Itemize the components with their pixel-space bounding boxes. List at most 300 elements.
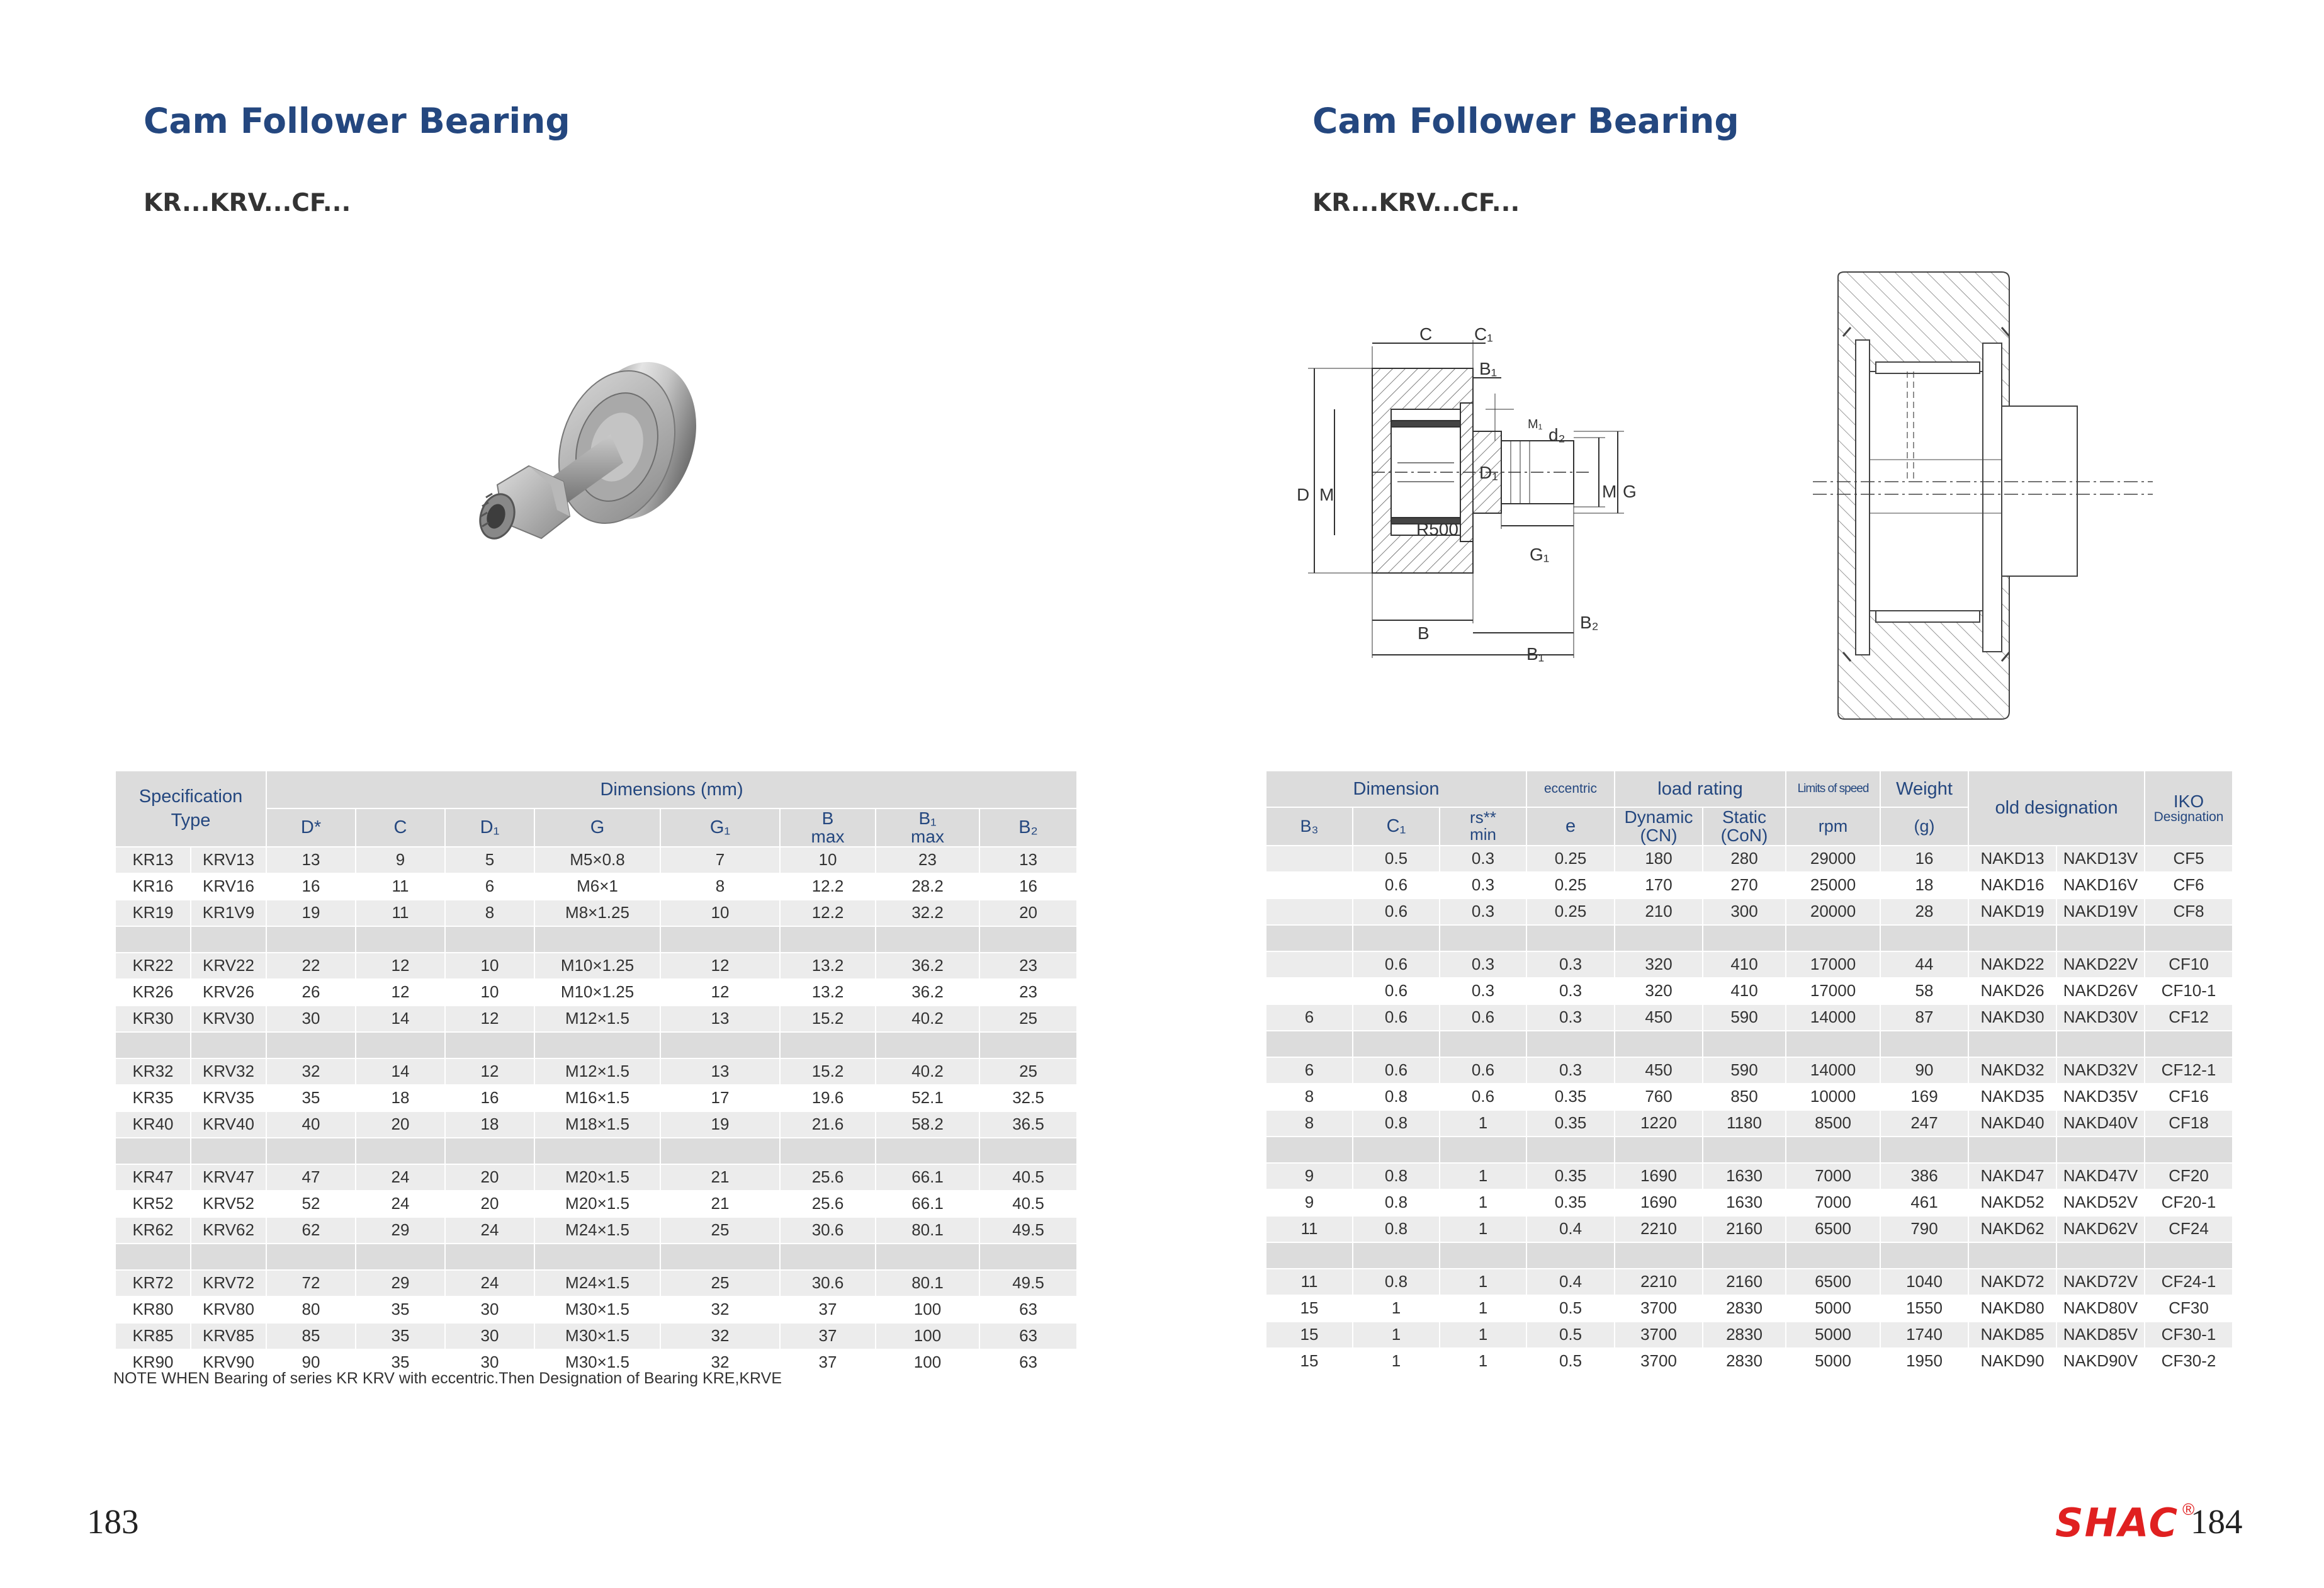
table-cell: NAKD62V xyxy=(2057,1217,2145,1243)
table-cell: KR72 xyxy=(116,1271,191,1297)
table-cell: 0.5 xyxy=(1527,1349,1615,1375)
table-cell: M24×1.5 xyxy=(535,1218,661,1244)
table-cell: 24 xyxy=(446,1218,535,1244)
table-cell: 1550 xyxy=(1881,1296,1969,1322)
table-cell: 2210 xyxy=(1615,1217,1703,1243)
table-cell: CF5 xyxy=(2145,846,2233,873)
table-cell: 66.1 xyxy=(876,1191,980,1218)
table-cell: 10 xyxy=(781,848,876,874)
table-cell: M30×1.5 xyxy=(535,1297,661,1324)
table-cell: 8 xyxy=(446,900,535,927)
table-cell: KRV52 xyxy=(191,1191,267,1218)
separator-cell xyxy=(1881,1137,1969,1164)
table-cell: 26 xyxy=(267,980,356,1006)
table-cell: NAKD40 xyxy=(1969,1111,2057,1137)
table-cell: NAKD35 xyxy=(1969,1084,2057,1111)
separator-cell xyxy=(1266,1031,1353,1058)
table-cell: 30.6 xyxy=(781,1271,876,1297)
table-cell: M20×1.5 xyxy=(535,1165,661,1191)
label-G1: G₁ xyxy=(1530,545,1550,564)
label-M1: M₁ xyxy=(1528,417,1543,431)
table-cell: NAKD35V xyxy=(2057,1084,2145,1111)
table-cell: M12×1.5 xyxy=(535,1006,661,1033)
table-row xyxy=(1266,1217,2233,1243)
table-cell: NAKD90V xyxy=(2057,1349,2145,1375)
table-cell: 0.3 xyxy=(1440,952,1527,978)
table-cell: 32 xyxy=(661,1324,781,1350)
table-cell: 40 xyxy=(267,1112,356,1138)
table-cell: KRV13 xyxy=(191,848,267,874)
table-cell: 19 xyxy=(267,900,356,927)
table-cell: 0.3 xyxy=(1440,978,1527,1005)
table-cell: 1630 xyxy=(1703,1164,1786,1190)
table-cell: 18 xyxy=(356,1086,446,1112)
table-cell: CF30-1 xyxy=(2145,1322,2233,1349)
separator-cell xyxy=(1527,1031,1615,1058)
table-cell: 24 xyxy=(356,1191,446,1218)
table-cell: CF30-2 xyxy=(2145,1349,2233,1375)
table-cell: NAKD22V xyxy=(2057,952,2145,978)
table-cell: 13.2 xyxy=(781,953,876,980)
table-cell: NAKD30 xyxy=(1969,1005,2057,1031)
table-cell: NAKD85 xyxy=(1969,1322,2057,1349)
separator-cell xyxy=(1527,1243,1615,1269)
separator-cell xyxy=(1353,1137,1440,1164)
separator-cell xyxy=(191,1033,267,1059)
dimensions-header: Dimensions (mm) xyxy=(267,771,1078,809)
table-cell: 36.2 xyxy=(876,980,980,1006)
table-cell: 11 xyxy=(1266,1269,1353,1296)
table-cell: 180 xyxy=(1615,846,1703,873)
right-page-number: 184 xyxy=(2191,1502,2243,1541)
table-cell: 30 xyxy=(267,1006,356,1033)
table-cell: 19.6 xyxy=(781,1086,876,1112)
col-grams: (g) xyxy=(1881,808,1969,846)
group-separator-row xyxy=(1266,926,2233,952)
table-cell: 52.1 xyxy=(876,1086,980,1112)
table-cell: 32 xyxy=(661,1297,781,1324)
table-cell: 1950 xyxy=(1881,1349,1969,1375)
table-cell: KRV47 xyxy=(191,1165,267,1191)
table-cell: KR90 xyxy=(116,1350,191,1376)
table-row xyxy=(1266,1111,2233,1137)
table-cell: 410 xyxy=(1703,952,1786,978)
table-cell: 5 xyxy=(446,848,535,874)
table-cell: CF20 xyxy=(2145,1164,2233,1190)
table-cell: 0.8 xyxy=(1353,1217,1440,1243)
separator-cell xyxy=(1969,1031,2057,1058)
table-cell: 52 xyxy=(267,1191,356,1218)
table-cell: 0.3 xyxy=(1527,1058,1615,1084)
table-cell: 1220 xyxy=(1615,1111,1703,1137)
dimension-header: Dimension xyxy=(1266,771,1527,808)
cam-follower-photo xyxy=(428,327,755,611)
table-cell: M30×1.5 xyxy=(535,1350,661,1376)
table-cell: KR62 xyxy=(116,1218,191,1244)
table-cell: NAKD52 xyxy=(1969,1190,2057,1217)
table-cell: 21 xyxy=(661,1165,781,1191)
table-cell: 280 xyxy=(1703,846,1786,873)
table-cell: 0.25 xyxy=(1527,899,1615,926)
col-G: G xyxy=(535,809,661,848)
table-cell: 16 xyxy=(267,874,356,900)
table-cell: 47 xyxy=(267,1165,356,1191)
table-cell: 13 xyxy=(661,1006,781,1033)
table-cell: 23 xyxy=(980,953,1078,980)
table-cell: 18 xyxy=(1881,873,1969,899)
table-cell: 6500 xyxy=(1786,1269,1881,1296)
table-cell: KR80 xyxy=(116,1297,191,1324)
table-cell: 36.5 xyxy=(980,1112,1078,1138)
separator-cell xyxy=(876,927,980,953)
label-B: B xyxy=(1418,623,1430,643)
table-cell: 0.3 xyxy=(1440,873,1527,899)
table-cell: 24 xyxy=(446,1271,535,1297)
table-cell: 6500 xyxy=(1786,1217,1881,1243)
table-cell: 32 xyxy=(661,1350,781,1376)
col-B2: B₂ xyxy=(980,809,1078,848)
table-cell: 1 xyxy=(1440,1322,1527,1349)
table-cell: 8 xyxy=(661,874,781,900)
table-cell: 30 xyxy=(446,1297,535,1324)
table-cell: 5000 xyxy=(1786,1322,1881,1349)
table-cell: KR47 xyxy=(116,1165,191,1191)
limits-speed-header: Limits of speed xyxy=(1786,771,1881,808)
table-cell: 1180 xyxy=(1703,1111,1786,1137)
separator-cell xyxy=(356,1138,446,1165)
table-cell: 2830 xyxy=(1703,1322,1786,1349)
table-cell: NAKD16 xyxy=(1969,873,2057,899)
table-cell: M10×1.25 xyxy=(535,953,661,980)
separator-cell xyxy=(535,1138,661,1165)
table-cell: KR16 xyxy=(116,874,191,900)
table-row xyxy=(116,874,1078,900)
table-cell: 80.1 xyxy=(876,1271,980,1297)
table-cell: 6 xyxy=(1266,1005,1353,1031)
table-cell: 2210 xyxy=(1615,1269,1703,1296)
table-cell: 0.5 xyxy=(1527,1322,1615,1349)
separator-cell xyxy=(1440,1137,1527,1164)
col-C1: C₁ xyxy=(1353,808,1440,846)
table-cell: 32 xyxy=(267,1059,356,1086)
table-cell: 0.6 xyxy=(1440,1005,1527,1031)
separator-cell xyxy=(356,1244,446,1271)
separator-cell xyxy=(2057,1031,2145,1058)
table-cell: NAKD72 xyxy=(1969,1269,2057,1296)
table-cell: 1 xyxy=(1440,1217,1527,1243)
table-cell: 2160 xyxy=(1703,1217,1786,1243)
table-cell: KRV26 xyxy=(191,980,267,1006)
table-cell: KR1V9 xyxy=(191,900,267,927)
table-cell: KR85 xyxy=(116,1324,191,1350)
separator-cell xyxy=(267,1138,356,1165)
table-cell: 0.8 xyxy=(1353,1190,1440,1217)
table-cell: 300 xyxy=(1703,899,1786,926)
table-cell: 18 xyxy=(446,1112,535,1138)
table-cell: 1 xyxy=(1440,1111,1527,1137)
separator-cell xyxy=(2145,1031,2233,1058)
table-cell: 12 xyxy=(661,953,781,980)
table-cell: CF24 xyxy=(2145,1217,2233,1243)
table-cell: 13 xyxy=(267,848,356,874)
table-cell: 66.1 xyxy=(876,1165,980,1191)
table-cell: 30.6 xyxy=(781,1218,876,1244)
separator-cell xyxy=(781,1033,876,1059)
separator-cell xyxy=(446,1033,535,1059)
table-cell: 21 xyxy=(661,1191,781,1218)
separator-cell xyxy=(781,927,876,953)
label-M-left: M xyxy=(1319,485,1334,504)
table-cell: 0.8 xyxy=(1353,1269,1440,1296)
table-cell: 25 xyxy=(661,1218,781,1244)
table-cell: NAKD32 xyxy=(1969,1058,2057,1084)
separator-cell xyxy=(2057,926,2145,952)
table-cell: 3700 xyxy=(1615,1322,1703,1349)
col-D: D* xyxy=(267,809,356,848)
table-cell: 25.6 xyxy=(781,1165,876,1191)
separator-cell xyxy=(535,927,661,953)
table-cell: KRV40 xyxy=(191,1112,267,1138)
table-cell: 0.3 xyxy=(1440,846,1527,873)
table-cell: 7 xyxy=(661,848,781,874)
table-cell: NAKD30V xyxy=(2057,1005,2145,1031)
table-cell: M12×1.5 xyxy=(535,1059,661,1086)
separator-cell xyxy=(191,1244,267,1271)
label-C1: C₁ xyxy=(1474,324,1493,344)
table-cell: KR35 xyxy=(116,1086,191,1112)
separator-cell xyxy=(191,1138,267,1165)
table-row xyxy=(116,1324,1078,1350)
table-cell: 16 xyxy=(1881,846,1969,873)
table-row xyxy=(1266,899,2233,926)
cross-section-drawing xyxy=(1813,271,2153,724)
table-cell: 40.5 xyxy=(980,1191,1078,1218)
table-cell: 270 xyxy=(1703,873,1786,899)
separator-cell xyxy=(876,1033,980,1059)
table-cell: M16×1.5 xyxy=(535,1086,661,1112)
separator-cell xyxy=(446,1138,535,1165)
table-cell: KRV80 xyxy=(191,1297,267,1324)
table-cell: 32.5 xyxy=(980,1086,1078,1112)
table-cell: NAKD32V xyxy=(2057,1058,2145,1084)
table-cell: 0.35 xyxy=(1527,1111,1615,1137)
table-cell: 20000 xyxy=(1786,899,1881,926)
table-cell: 1 xyxy=(1353,1349,1440,1375)
separator-cell xyxy=(1615,1031,1703,1058)
table-cell: 1 xyxy=(1440,1190,1527,1217)
col-C: C xyxy=(356,809,446,848)
separator-cell xyxy=(980,1033,1078,1059)
table-cell: 28.2 xyxy=(876,874,980,900)
table-row xyxy=(1266,1084,2233,1111)
table-cell: CF6 xyxy=(2145,873,2233,899)
table-cell: 0.5 xyxy=(1527,1296,1615,1322)
table-cell: 10 xyxy=(446,980,535,1006)
left-page-title: Cam Follower Bearing xyxy=(144,101,570,141)
table-cell: 5000 xyxy=(1786,1296,1881,1322)
table-row xyxy=(116,1218,1078,1244)
table-cell: 8 xyxy=(1266,1084,1353,1111)
table-cell: KRV90 xyxy=(191,1350,267,1376)
table-cell: 63 xyxy=(980,1297,1078,1324)
separator-cell xyxy=(2145,1137,2233,1164)
table-cell: 72 xyxy=(267,1271,356,1297)
group-separator-row xyxy=(1266,1243,2233,1269)
table-cell: 9 xyxy=(1266,1164,1353,1190)
table-cell: 0.8 xyxy=(1353,1111,1440,1137)
table-cell: KRV62 xyxy=(191,1218,267,1244)
table-cell: 25.6 xyxy=(781,1191,876,1218)
table-cell: 100 xyxy=(876,1324,980,1350)
table-cell: KR13 xyxy=(116,848,191,874)
table-cell: 80.1 xyxy=(876,1218,980,1244)
table-cell xyxy=(1266,846,1353,873)
spec-type-header: Specification Type xyxy=(116,771,267,848)
table-cell: 2160 xyxy=(1703,1269,1786,1296)
table-cell: 10 xyxy=(661,900,781,927)
label-D1: D₁ xyxy=(1479,463,1498,482)
separator-cell xyxy=(116,1244,191,1271)
table-cell: 2830 xyxy=(1703,1296,1786,1322)
table-cell: 13 xyxy=(980,848,1078,874)
old-designation-header: old designation xyxy=(1969,771,2145,846)
table-cell: 49.5 xyxy=(980,1271,1078,1297)
separator-cell xyxy=(2057,1243,2145,1269)
table-cell: KR32 xyxy=(116,1059,191,1086)
table-cell: 0.4 xyxy=(1527,1269,1615,1296)
table-cell: KR30 xyxy=(116,1006,191,1033)
table-cell: 44 xyxy=(1881,952,1969,978)
separator-cell xyxy=(1881,1031,1969,1058)
label-d2: d₂ xyxy=(1548,425,1565,445)
table-cell: 3700 xyxy=(1615,1296,1703,1322)
table-cell: CF20-1 xyxy=(2145,1190,2233,1217)
table-cell: 17000 xyxy=(1786,952,1881,978)
separator-cell xyxy=(781,1244,876,1271)
table-cell: 6 xyxy=(446,874,535,900)
separator-cell xyxy=(980,1138,1078,1165)
table-cell: 58 xyxy=(1881,978,1969,1005)
group-separator-row xyxy=(1266,1137,2233,1164)
left-table-body xyxy=(116,848,1078,1376)
table-cell: 25 xyxy=(661,1271,781,1297)
separator-cell xyxy=(1969,1137,2057,1164)
table-cell: NAKD62 xyxy=(1969,1217,2057,1243)
separator-cell xyxy=(661,1244,781,1271)
table-cell: 0.6 xyxy=(1353,1005,1440,1031)
table-cell: 40.2 xyxy=(876,1006,980,1033)
table-cell: 14000 xyxy=(1786,1005,1881,1031)
table-cell: NAKD80V xyxy=(2057,1296,2145,1322)
separator-cell xyxy=(1703,1137,1786,1164)
table-cell: 1690 xyxy=(1615,1164,1703,1190)
table-cell: 1 xyxy=(1440,1269,1527,1296)
table-row xyxy=(1266,1190,2233,1217)
label-D: D xyxy=(1297,485,1310,504)
table-cell: KRV32 xyxy=(191,1059,267,1086)
table-cell: 28 xyxy=(1881,899,1969,926)
load-rating-header: load rating xyxy=(1615,771,1786,808)
separator-cell xyxy=(1703,926,1786,952)
table-cell: 15 xyxy=(1266,1349,1353,1375)
table-cell: M8×1.25 xyxy=(535,900,661,927)
table-cell: 760 xyxy=(1615,1084,1703,1111)
brand-logo xyxy=(2055,1500,2194,1546)
table-cell: 35 xyxy=(356,1297,446,1324)
table-cell: 62 xyxy=(267,1218,356,1244)
separator-cell xyxy=(1266,926,1353,952)
table-cell: CF12 xyxy=(2145,1005,2233,1031)
table-cell: 850 xyxy=(1703,1084,1786,1111)
label-B1-bottom: B₁ xyxy=(1526,644,1545,664)
label-M-right: M xyxy=(1602,482,1617,501)
table-cell: 0.6 xyxy=(1440,1058,1527,1084)
separator-cell xyxy=(1786,926,1881,952)
separator-cell xyxy=(1615,926,1703,952)
table-cell: 0.25 xyxy=(1527,846,1615,873)
table-cell: 14 xyxy=(356,1006,446,1033)
table-cell: CF8 xyxy=(2145,899,2233,926)
table-cell: 1630 xyxy=(1703,1190,1786,1217)
iko-header: IKO Designation xyxy=(2145,771,2233,846)
table-cell: NAKD40V xyxy=(2057,1111,2145,1137)
table-cell: 247 xyxy=(1881,1111,1969,1137)
table-cell: 11 xyxy=(356,874,446,900)
table-cell: 17000 xyxy=(1786,978,1881,1005)
table-cell: 100 xyxy=(876,1350,980,1376)
table-cell: 40.5 xyxy=(980,1165,1078,1191)
table-cell: 40.2 xyxy=(876,1059,980,1086)
table-cell: KR26 xyxy=(116,980,191,1006)
table-cell: 29000 xyxy=(1786,846,1881,873)
separator-cell xyxy=(1881,926,1969,952)
table-row xyxy=(116,900,1078,927)
table-cell: 2830 xyxy=(1703,1349,1786,1375)
table-cell: 14 xyxy=(356,1059,446,1086)
table-cell: 0.3 xyxy=(1527,952,1615,978)
table-cell: NAKD13V xyxy=(2057,846,2145,873)
table-cell: 20 xyxy=(446,1191,535,1218)
table-cell: 87 xyxy=(1881,1005,1969,1031)
table-cell: M30×1.5 xyxy=(535,1324,661,1350)
eccentric-header: eccentric xyxy=(1527,771,1615,808)
table-cell: 19 xyxy=(661,1112,781,1138)
separator-cell xyxy=(267,1033,356,1059)
col-e: e xyxy=(1527,808,1615,846)
separator-cell xyxy=(876,1244,980,1271)
table-cell: 15 xyxy=(1266,1296,1353,1322)
separator-cell xyxy=(661,1033,781,1059)
table-cell: 0.3 xyxy=(1527,978,1615,1005)
table-cell: KR40 xyxy=(116,1112,191,1138)
table-cell: 36.2 xyxy=(876,953,980,980)
table-cell: 790 xyxy=(1881,1217,1969,1243)
table-cell: CF12-1 xyxy=(2145,1058,2233,1084)
table-cell: 22 xyxy=(267,953,356,980)
separator-cell xyxy=(2057,1137,2145,1164)
separator-cell xyxy=(781,1138,876,1165)
table-cell: 0.25 xyxy=(1527,873,1615,899)
table-cell: 90 xyxy=(267,1350,356,1376)
table-cell: 100 xyxy=(876,1297,980,1324)
col-G1: G₁ xyxy=(661,809,781,848)
table-cell: 6 xyxy=(1266,1058,1353,1084)
table-cell: NAKD22 xyxy=(1969,952,2057,978)
table-cell: 35 xyxy=(267,1086,356,1112)
table-cell: KRV72 xyxy=(191,1271,267,1297)
logo-text: SHAC xyxy=(2055,1500,2179,1546)
table-cell: KRV16 xyxy=(191,874,267,900)
